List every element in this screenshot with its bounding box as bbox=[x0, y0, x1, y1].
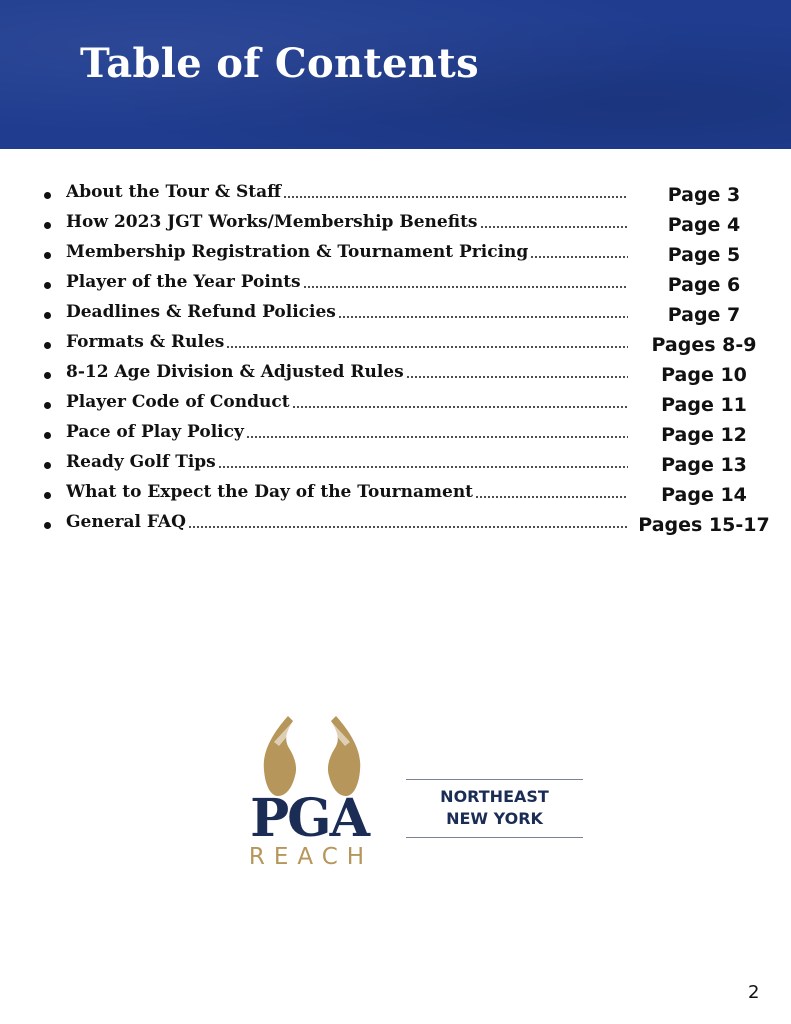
toc-entry-label: General FAQ bbox=[66, 512, 186, 532]
chapter-name-box bbox=[406, 779, 583, 838]
bullet-icon bbox=[44, 222, 51, 229]
toc-entry bbox=[44, 390, 774, 420]
toc-entry-page: Page 4 bbox=[667, 214, 741, 236]
toc-entry bbox=[44, 270, 774, 300]
toc-entry-title bbox=[66, 512, 628, 532]
toc-entry-label: 8-12 Age Division & Adjusted Rules bbox=[66, 362, 404, 382]
header-banner bbox=[0, 0, 791, 149]
toc-entry-title bbox=[66, 332, 628, 352]
toc-entry-page: Page 14 bbox=[661, 484, 747, 506]
toc-entry-page: Page 12 bbox=[661, 424, 747, 446]
toc-entry-title bbox=[66, 392, 628, 412]
toc-entry-page: Page 7 bbox=[667, 304, 741, 326]
toc-entry-title bbox=[66, 362, 628, 382]
toc-entry bbox=[44, 210, 774, 240]
chapter-name-line-2: NEW YORK bbox=[446, 809, 543, 828]
toc-entry-title bbox=[66, 212, 628, 232]
toc-entry bbox=[44, 510, 774, 540]
toc-entry bbox=[44, 240, 774, 270]
toc-entry-page: Page 10 bbox=[661, 364, 747, 386]
toc-entry-label: What to Expect the Day of the Tournament bbox=[66, 482, 474, 502]
toc-entry-title bbox=[66, 452, 628, 472]
bullet-icon bbox=[44, 402, 51, 409]
page-title: Table of Contents bbox=[80, 40, 479, 87]
toc-entry-page: Page 5 bbox=[667, 244, 741, 266]
bullet-icon bbox=[44, 252, 51, 259]
toc-entry-page: Pages 15-17 bbox=[638, 514, 770, 536]
dot-leader bbox=[188, 526, 628, 528]
dot-leader bbox=[218, 466, 628, 468]
dot-leader bbox=[303, 286, 628, 288]
toc-entry-title bbox=[66, 272, 628, 292]
dot-leader bbox=[292, 406, 628, 408]
toc-entry-label: About the Tour & Staff bbox=[66, 182, 282, 202]
bullet-icon bbox=[44, 312, 51, 319]
toc-entry-page: Page 3 bbox=[667, 184, 741, 206]
toc-entry-title bbox=[66, 482, 628, 502]
bullet-icon bbox=[44, 522, 51, 529]
bullet-icon bbox=[44, 492, 51, 499]
bullet-icon bbox=[44, 432, 51, 439]
dot-leader bbox=[406, 376, 628, 378]
toc-entry-label: How 2023 JGT Works/Membership Benefits bbox=[66, 212, 478, 232]
toc-entry bbox=[44, 300, 774, 330]
toc-entry-title bbox=[66, 422, 628, 442]
bullet-icon bbox=[44, 462, 51, 469]
page-number: 2 bbox=[748, 982, 760, 1003]
table-of-contents-list bbox=[44, 180, 774, 540]
bullet-icon bbox=[44, 372, 51, 379]
bullet-icon bbox=[44, 192, 51, 199]
dot-leader bbox=[226, 346, 628, 348]
toc-entry-title bbox=[66, 242, 628, 262]
toc-entry bbox=[44, 420, 774, 450]
toc-entry bbox=[44, 480, 774, 510]
hands-icon bbox=[258, 712, 366, 798]
toc-entry bbox=[44, 450, 774, 480]
chapter-name-line-1: NORTHEAST bbox=[440, 787, 549, 806]
toc-entry-title bbox=[66, 182, 628, 202]
bullet-icon bbox=[44, 342, 51, 349]
toc-entry-label: Pace of Play Policy bbox=[66, 422, 244, 442]
toc-entry bbox=[44, 330, 774, 360]
pga-reach-logo bbox=[236, 712, 386, 868]
toc-entry-page: Page 13 bbox=[661, 454, 747, 476]
dot-leader bbox=[530, 256, 628, 258]
dot-leader bbox=[475, 496, 628, 498]
dot-leader bbox=[246, 436, 628, 438]
toc-entry-page: Page 6 bbox=[667, 274, 741, 296]
dot-leader bbox=[480, 226, 629, 228]
dot-leader bbox=[283, 196, 628, 198]
toc-entry bbox=[44, 180, 774, 210]
toc-entry bbox=[44, 360, 774, 390]
toc-entry-label: Deadlines & Refund Policies bbox=[66, 302, 336, 322]
toc-entry-label: Player Code of Conduct bbox=[66, 392, 290, 412]
toc-entry-label: Membership Registration & Tournament Pricing bbox=[66, 242, 529, 262]
dot-leader bbox=[338, 316, 628, 318]
logo-tagline: REACH bbox=[248, 844, 374, 870]
bullet-icon bbox=[44, 282, 51, 289]
toc-entry-page: Page 11 bbox=[661, 394, 747, 416]
toc-entry-label: Ready Golf Tips bbox=[66, 452, 216, 472]
toc-entry-title bbox=[66, 302, 628, 322]
toc-entry-label: Formats & Rules bbox=[66, 332, 225, 352]
logo-wordmark: PGA bbox=[250, 788, 368, 849]
toc-entry-label: Player of the Year Points bbox=[66, 272, 301, 292]
toc-entry-page: Pages 8-9 bbox=[651, 334, 757, 356]
